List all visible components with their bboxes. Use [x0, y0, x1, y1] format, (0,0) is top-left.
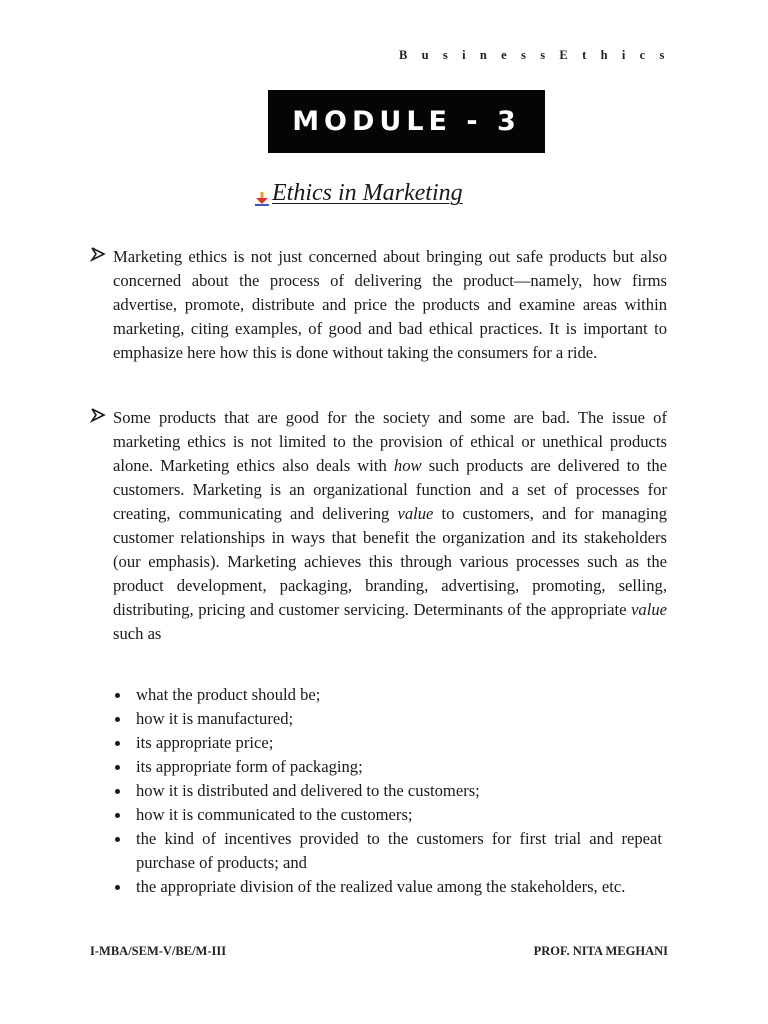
section-heading [255, 180, 463, 207]
module-banner [268, 90, 545, 153]
arrow-bullet-icon [255, 192, 269, 206]
list-item: how it is manufactured; [112, 707, 662, 731]
paragraph-2-part-3: to customers, and for managing customer relationships in ways that benefit the organization and its stakeholders (our emphasis). Marketing achieves this through various processes such as the product development, packaging, branding, advertising, promoting, selling, distributing, pricing and customer servicing. Determinants of the appropriate [113, 504, 668, 619]
list-item: the kind of incentives provided to the customers for first trial and repeat purchase of products; and [112, 827, 662, 875]
list-item: its appropriate price; [112, 731, 662, 755]
arrowhead-bullet-icon [90, 246, 106, 262]
arrowhead-bullet-icon [90, 407, 106, 423]
footer-author: PROF. NITA MEGHANI [533, 944, 668, 958]
paragraph-2-part-1: Some products that are good for the society and some are bad. The issue of marketing ethics is not limited to the provision of ethical or unethical products alone. Marketing ethics also deals with [113, 408, 667, 475]
list-item: what the product should be; [112, 683, 662, 707]
paragraph-2 [90, 406, 680, 646]
list-item: how it is communicated to the customers; [112, 803, 662, 827]
module-label: MODULE - 3 [292, 106, 521, 137]
determinants-list [112, 683, 672, 899]
running-header: B u s i n e s s E t h i c s [398, 48, 670, 62]
section-title: Ethics in Marketing [272, 180, 463, 206]
paragraph-2-text [113, 406, 667, 646]
paragraph-2-part-2: such products are delivered to the customers. Marketing is an organizational function and a set of processes for creating, communicating and delivering [113, 456, 667, 523]
list-item: the appropriate division of the realized value among the stakeholders, etc. [112, 875, 662, 899]
emphasis-how: how [393, 456, 422, 475]
list-item: its appropriate form of packaging; [112, 755, 662, 779]
emphasis-value: value [397, 504, 434, 523]
paragraph-2-part-4: such as [113, 624, 162, 643]
list-item: how it is distributed and delivered to the customers; [112, 779, 662, 803]
emphasis-value: value [631, 600, 667, 619]
paragraph-1-text: Marketing ethics is not just concerned about bringing out safe products but also concerned about the process of delivering the product—namely, how firms advertise, promote, distribute and price the products and examine areas within marketing, citing examples, of good and bad ethical practices. It is important to emphasize here how this is done without taking the consumers for a ride. [113, 247, 667, 362]
footer-course-code: I-MBA/SEM-V/BE/M-III [90, 944, 227, 958]
paragraph-1 [90, 245, 680, 365]
